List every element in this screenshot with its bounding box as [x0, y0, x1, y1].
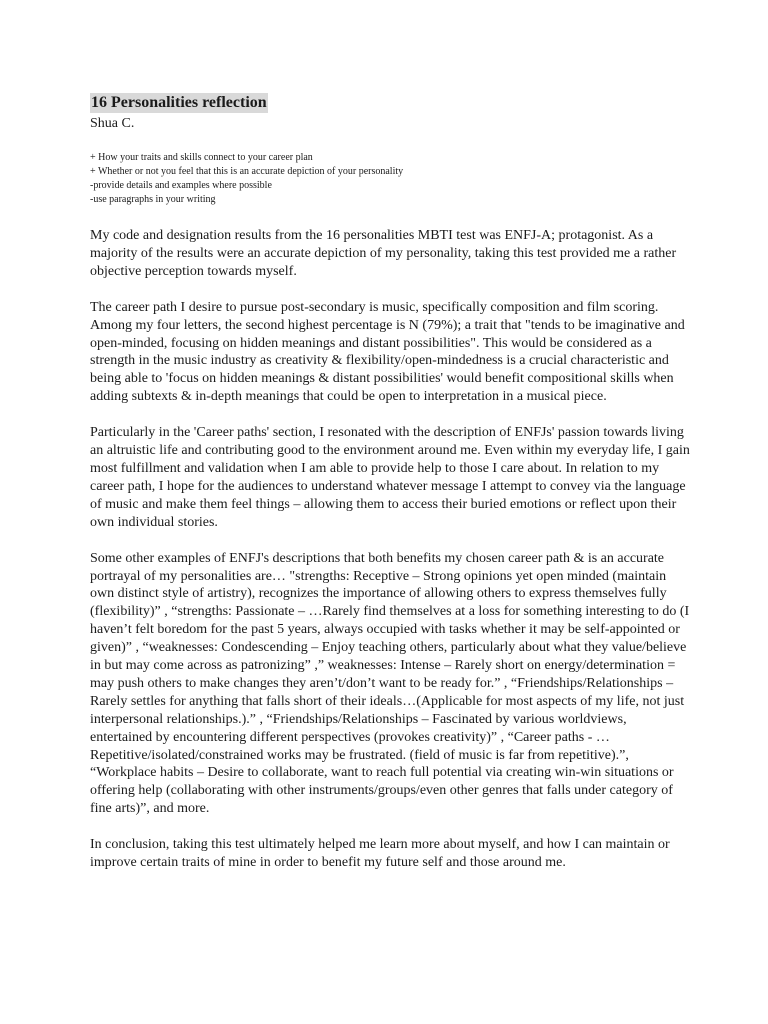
- prompt-item: -provide details and examples where possible: [90, 180, 272, 191]
- prompt-item: + How your traits and skills connect to your career plan: [90, 152, 313, 163]
- document-title: 16 Personalities reflection: [91, 94, 267, 111]
- paragraph-intro: My code and designation results from the 16 personalities MBTI test was ENFJ-A; protagonist. As a majority of the results were an accurate depiction of my personality, taking this test provided me a rather objective perception towards myself.: [90, 228, 677, 279]
- document-page: [90, 93, 690, 890]
- paragraph-career-path: The career path I desire to pursue post-secondary is music, specifically composition and film scoring. Among my four letters, the second highest percentage is N (79%); a trait that "tends to be imaginative and open-minded, focusing on hidden meanings and distant possibilities". This would be considered as a strength in the music industry as creativity & flexibility/open-mindedness is a crucial characteristic and being able to 'focus on hidden meanings & distant possibilities' would benefit compositional skills when adding subtexts & in-depth meanings that could be open to interpretation in a musical piece.: [90, 299, 685, 405]
- paragraph-conclusion: In conclusion, taking this test ultimately helped me learn more about myself, and how I can maintain or improve certain traits of mine in order to benefit my future self and those around me.: [90, 837, 670, 871]
- essay-body: [90, 227, 690, 872]
- prompt-item: -use paragraphs in your writing: [90, 194, 216, 205]
- assignment-prompts: [90, 151, 690, 207]
- author-name: Shua C.: [90, 116, 135, 131]
- paragraph-career-paths-section: Particularly in the 'Career paths' section, I resonated with the description of ENFJs' passion towards living an altruistic life and contributing good to the environment around me. Even within my everyday life, I gain most fulfillment and validation when I am able to provide help to those I care about. In relation to my career path, I hope for the audiences to understand whatever message I attempt to convey via the language of music and make them feel things – allowing them to access their buried emotions or reflect upon their own individual stories.: [90, 425, 690, 530]
- paragraph-examples: Some other examples of ENFJ's descriptions that both benefits my chosen career path & is an accurate portrayal of my personalities are… "strengths: Receptive – Strong opinions yet open minded (maintain own distinct style of artistry), recognizes the importance of allowing others to express themselves fully (flexibility)” , “strengths: Passionate – …Rarely find themselves at a loss for something interesting to do (I haven’t felt boredom for the past 5 years, always occupied with tasks whether it may be self-appointed or given)” , “weaknesses: Condescending – Enjoy teaching others, particularly about what they value/believe in but may come across as patronizing” ,” weaknesses: Intense – Rarely short on energy/determination = may push others to make changes they aren’t/don’t want to be ready for.” , “Friendships/Relationships – Rarely settles for anything that falls short of their ideals…(Applicable for most aspects of my life, not just interpersonal relationships.).” , “Friendships/Relationships – Fascinated by various worldviews, entertained by encountering different perspectives (provokes creativity)” , “Career paths - …Repetitive/isolated/constrained works may be frustrated. (field of music is far from repetitive).”, “Workplace habits – Desire to collaborate, want to reach full potential via creating win-win situations or offering help (collaborating with other instruments/groups/even other genres that falls under category of fine arts)”, and more.: [90, 550, 690, 817]
- prompt-item: + Whether or not you feel that this is an accurate depiction of your personality: [90, 166, 404, 177]
